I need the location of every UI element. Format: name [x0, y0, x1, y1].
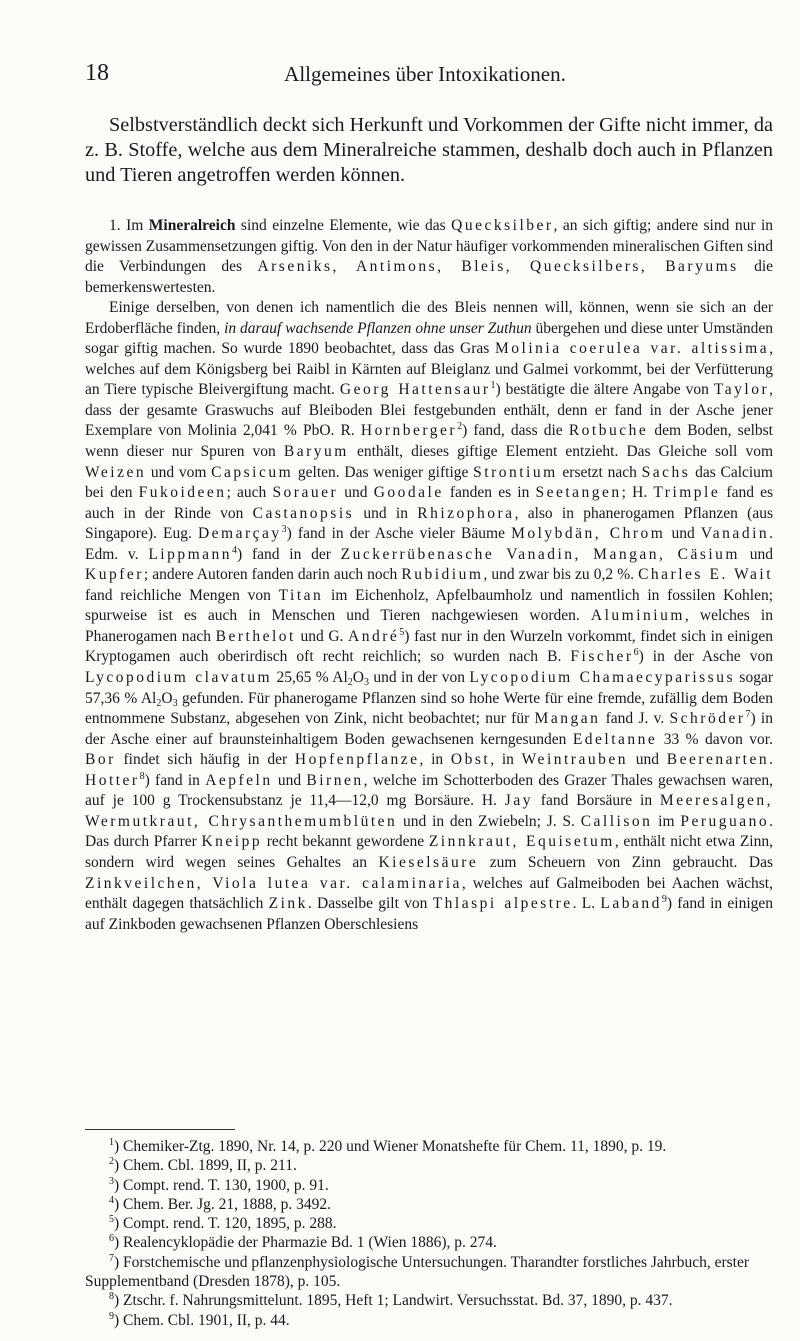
spaced-term: Zinkveilchen, Viola lutea var. calaminaria — [85, 874, 462, 892]
spaced-term: Arseniks, Antimons, Bleis, Quecksilbers, Baryums — [257, 258, 739, 276]
spaced-term: Birnen — [306, 771, 364, 789]
footnote-text: ) Chem. Cbl. 1899, II, p. 211. — [114, 1157, 297, 1175]
spaced-term: Rotbuche — [568, 422, 649, 440]
text: sind einzelne Elemente, wie das — [235, 217, 452, 234]
footnote — [85, 1137, 773, 1156]
text: findet sich häufig in der — [115, 751, 295, 769]
spaced-term: Georg Hattensaur — [339, 381, 491, 399]
spaced-term: Taylor — [713, 381, 770, 399]
footnote-number: 9 — [109, 1310, 114, 1322]
text: und — [272, 771, 307, 789]
spaced-term: Peruguano — [680, 812, 770, 830]
footnotes — [85, 1137, 773, 1330]
spaced-term: Molybdän, Chrom — [511, 525, 666, 543]
text: fand es auch in der Rinde von — [85, 484, 774, 522]
text: gefunden. Für phanerogame Pflanzen sind so hohe Werte für eine fremde, zufällig dem Boden entnommene Substanz, abgesehen von Zink, nicht beobachtet; nur für — [85, 689, 773, 728]
subscript: 3 — [363, 677, 369, 689]
body-text — [85, 216, 773, 935]
text: und — [739, 545, 773, 563]
footnote-ref[interactable]: 1 — [490, 380, 496, 392]
text: ) in der Asche einer auf braunsteinhaltigem Boden gewachsenen kerngesunden — [85, 710, 773, 748]
subscript: 2 — [156, 697, 162, 709]
spaced-term: Molinia coerulea var. altissima — [495, 340, 770, 358]
text: im Eichenholz, Apfelbaumholz und namentlich in fossilen Kohlen; spurweise ist es auch in Menschen und Tieren nachgewiesen worden. — [85, 586, 774, 625]
text: und — [627, 751, 667, 769]
footnote-number: 4 — [109, 1194, 114, 1206]
spaced-term: Rubidium — [401, 566, 484, 584]
text: und G. — [295, 627, 349, 645]
text: und in — [354, 504, 418, 522]
text: , an sich giftig; andere sind nur in gewissen Zusammensetzungen giftig. Von den in der Natur häufiger vorkommenden mineralischen Giften sind die Verbindungen des — [85, 217, 774, 276]
footnote-number: 3 — [109, 1175, 114, 1187]
footnote-number: 1 — [109, 1137, 114, 1148]
footnote-ref[interactable]: 5 — [399, 626, 405, 638]
text: Einige derselben, von denen ich namentlich die des Bleis nennen will, können, wenn sie sich an der Erdoberfläche finden, — [85, 299, 773, 337]
text: , welches auf dem Königsberg bei Raibl in Kärnten auf Bleiglanz und Galmei vorkommt, bei der Verfütterung an Tiere typische Bleivergiftung macht. — [85, 340, 773, 399]
spaced-term: Titan — [278, 586, 324, 604]
text: fand reichliche Mengen von — [85, 586, 279, 604]
spaced-term: Aepfeln — [205, 771, 273, 789]
text: ; auch — [226, 484, 273, 502]
spaced-term: Weizen — [85, 463, 147, 481]
text: fand J. v. — [600, 710, 670, 728]
footnote-ref[interactable]: 8 — [139, 770, 145, 782]
spaced-term: Aluminium — [590, 607, 685, 625]
footnote-ref[interactable]: 7 — [745, 709, 751, 721]
spaced-term: Weintrauben — [521, 751, 628, 769]
spaced-term: Sachs — [641, 463, 691, 481]
text: recht bekannt gewordene — [262, 833, 429, 851]
text: im — [652, 812, 681, 830]
footnote-text: ) Compt. rend. T. 130, 1900, p. 91. — [114, 1176, 329, 1194]
spaced-term: Hotter — [85, 771, 140, 789]
text: , also in phanerogamen Pflanzen (aus Singapore). Eug. — [85, 504, 774, 543]
spaced-term: Lycopodium clavatum — [85, 669, 273, 687]
subscript: 3 — [172, 697, 178, 709]
text: zum Scheuern von Zinn gebraucht. Das — [478, 853, 773, 871]
page-header — [85, 60, 765, 90]
text: . L. — [572, 895, 601, 913]
text: , in — [490, 751, 522, 769]
footnote-ref[interactable]: 2 — [457, 421, 463, 433]
spaced-term: Rhizophora — [417, 504, 515, 522]
text: die bemerkenswertesten. — [85, 258, 773, 296]
spaced-term: Goodale — [373, 484, 444, 502]
spaced-term: Zink — [268, 895, 308, 913]
spaced-term: Callison — [580, 812, 653, 830]
footnote-ref[interactable]: 6 — [633, 647, 639, 659]
footnote — [85, 1233, 773, 1252]
footnote-number: 6 — [109, 1233, 114, 1245]
footnote — [85, 1195, 773, 1214]
footnote-number: 7 — [109, 1252, 114, 1264]
spaced-term: Bor — [85, 751, 116, 769]
footnote-text: ) Ztschr. f. Nahrungsmittelunt. 1895, Heft 1; Landwirt. Versuchsstat. Bd. 37, 1890, p. 437. — [114, 1292, 673, 1310]
footnote-text: ) Chemiker-Ztg. 1890, Nr. 14, p. 220 und Wiener Monatshefte für Chem. 11, 1890, p. 19. — [114, 1138, 667, 1155]
text: sogar 57,36 % Al — [85, 669, 773, 707]
spaced-term: Castanopsis — [252, 504, 355, 522]
text: , und zwar bis zu 0,2 %. — [483, 566, 639, 584]
text: übergehen und diese unter Umständen sogar giftig machen. So wurde 1890 beobachtet, dass das Gras — [85, 319, 773, 358]
spaced-term: Obst — [450, 751, 491, 769]
paragraph-mineralreich — [85, 216, 773, 298]
footnote-text: ) Realencyklopädie der Pharmazie Bd. 1 (Wien 1886), p. 274. — [114, 1234, 497, 1252]
footnote-ref[interactable]: 3 — [281, 524, 287, 536]
spaced-term: Sorauer — [272, 484, 339, 502]
footnote — [85, 1156, 773, 1175]
text: das Calcium bei den — [85, 463, 773, 502]
spaced-term: Fischer — [570, 648, 634, 666]
spaced-term: Hornberger — [360, 422, 458, 440]
spaced-term: Meeresalgen, Wermutkraut, Chrysanthemumblüten — [85, 792, 773, 830]
footnote-ref[interactable]: 4 — [232, 544, 238, 556]
text: ) fast nur in den Wurzeln vorkommt, findet sich in einigen Kryptogamen auch oberirdisch oft recht reichlich; so wurden nach B. — [85, 627, 773, 666]
spaced-term: Kneipp — [201, 833, 263, 851]
text: dem Boden, selbst wenn dieser nur Spuren von — [85, 422, 773, 461]
text: , welche im Schotterboden des Grazer Thales gewachsen waren, auf je 100 g Trockensubstanz je 11,4—12,0 mg Borsäure. H. — [85, 771, 774, 810]
text: und — [665, 525, 701, 543]
spaced-term: Vanadin — [700, 525, 770, 543]
text: fand Borsäure in — [532, 792, 660, 810]
spaced-term: Capsicum — [211, 463, 294, 481]
text: und in den Zwiebeln; J. S. — [397, 812, 581, 830]
emphasis-italic: in darauf wachsende Pflanzen ohne unser Zuthun — [224, 319, 532, 337]
spaced-term: Hopfenpflanze — [294, 751, 420, 769]
subscript: 2 — [347, 677, 353, 689]
text: . — [769, 751, 773, 769]
footnote — [85, 1253, 773, 1292]
footnote-text: ) Chem. Cbl. 1901, II, p. 44. — [114, 1311, 290, 1329]
text: . Edm. v. — [85, 525, 773, 563]
lead-paragraph: Selbstverständlich deckt sich Herkunft und Vorkommen der Gifte nicht immer, da z. B. Stoffe, welche aus dem Mineralreiche stammen, deshalb doch auch in Pflanzen und Tieren angetroffen werden können. — [85, 114, 773, 186]
text: und vom — [146, 463, 212, 481]
spaced-term: Strontium — [473, 463, 558, 481]
footnote — [85, 1311, 773, 1330]
spaced-term: Quecksilber — [451, 217, 554, 234]
footnote — [85, 1214, 773, 1233]
text: ersetzt nach — [557, 463, 642, 481]
text: 25,65 % Al — [272, 669, 348, 687]
spaced-term: Mangan — [534, 710, 601, 728]
spaced-term: Thlaspi alpestre — [432, 895, 573, 913]
spaced-term: Demarçay — [197, 525, 282, 543]
text: ) fand in einigen auf Zinkboden gewachsenen Pflanzen Oberschlesiens — [85, 895, 774, 933]
footnote-number: 5 — [109, 1214, 114, 1226]
footnote-ref[interactable]: 9 — [661, 894, 667, 906]
footnote-text: ) Forstchemische und pflanzenphysiologische Untersuchungen. Tharandter forstliches Jahrbuch, erster Supplementband (Dresden 1878), p. 105. — [85, 1253, 750, 1291]
spaced-term: Jay — [504, 792, 533, 810]
emphasis-bold: Mineralreich — [148, 217, 236, 234]
spaced-term: Beerenarten — [666, 751, 770, 769]
spaced-term: Trimple — [653, 484, 721, 502]
text: ) in der Asche von — [638, 648, 773, 666]
text: 1. Im — [109, 217, 149, 234]
spaced-term: Lycopodium Chamaecyparissus — [469, 669, 735, 687]
text: O — [161, 689, 173, 707]
text: ) fand in der Asche vieler Bäume — [286, 525, 512, 543]
text: ) fand in der — [237, 545, 341, 563]
spaced-term: Seetangen — [535, 484, 622, 502]
spaced-term: Zinnkraut, Equisetum — [428, 833, 615, 851]
text: enthält, dieses giftige Element entzieht. Das Gleiche soll vom — [348, 443, 773, 461]
text: . Das durch Pfarrer — [85, 812, 774, 851]
text: , in — [419, 751, 451, 769]
footnote-number: 8 — [109, 1291, 114, 1303]
spaced-term: Lippmann — [148, 545, 233, 563]
text: ) bestätigte die ältere Angabe von — [495, 381, 714, 399]
text: und — [338, 484, 374, 502]
text: und in der von — [368, 669, 470, 687]
footnote-separator — [85, 1129, 235, 1130]
spaced-term: Fukoideen — [138, 484, 227, 502]
spaced-term: Charles E. Wait — [638, 566, 774, 584]
text: ; H. — [621, 484, 654, 502]
spaced-term: Laband — [600, 895, 662, 913]
footnote-text: ) Compt. rend. T. 120, 1895, p. 288. — [114, 1215, 337, 1233]
footnote-text: ) Chem. Ber. Jg. 21, 1888, p. 3492. — [114, 1195, 331, 1213]
text: , welches auf Galmeiboden bei Aachen wächst, enthält dagegen thatsächlich — [85, 874, 773, 913]
running-title: Allgemeines über Intoxikationen. — [284, 62, 566, 86]
text: gelten. Das weniger giftige — [293, 463, 474, 481]
text: 33 % davon vor. — [657, 730, 773, 748]
paragraph-elements-in-plants — [85, 298, 773, 935]
spaced-term: Zuckerrübenasche Vanadin, Mangan, Cäsium — [340, 545, 740, 563]
text: fanden es in — [443, 484, 536, 502]
spaced-term: Kieselsäure — [378, 853, 479, 871]
text: ) fand in — [144, 771, 206, 789]
text: , dass der gesamte Graswuchs auf Bleiboden Blei festgebunden enthält, denn er fand in der Asche jener Exemplare von Molinia 2,041 % PbO. R. — [85, 381, 773, 440]
footnote — [85, 1176, 773, 1195]
spaced-term: Edeltanne — [572, 730, 658, 748]
spaced-term: Schröder — [669, 710, 746, 728]
text: ; andere Autoren fanden darin auch noch — [143, 566, 402, 584]
spaced-term: Baryum — [283, 443, 349, 461]
spaced-term: André — [348, 627, 400, 645]
text: ) fand, dass die — [462, 422, 569, 440]
footnote-number: 2 — [109, 1156, 114, 1168]
spaced-term: Berthelot — [215, 627, 296, 645]
text: , enthält nicht etwa Zinn, sondern wird wegen seines Gehaltes an — [85, 833, 773, 871]
spaced-term: Kupfer — [85, 566, 144, 584]
text: , welches in Phanerogamen nach — [85, 607, 773, 645]
footnote — [85, 1291, 773, 1310]
text: O — [352, 669, 364, 687]
page-number: 18 — [85, 60, 109, 86]
text: . Dasselbe gilt von — [307, 895, 433, 913]
